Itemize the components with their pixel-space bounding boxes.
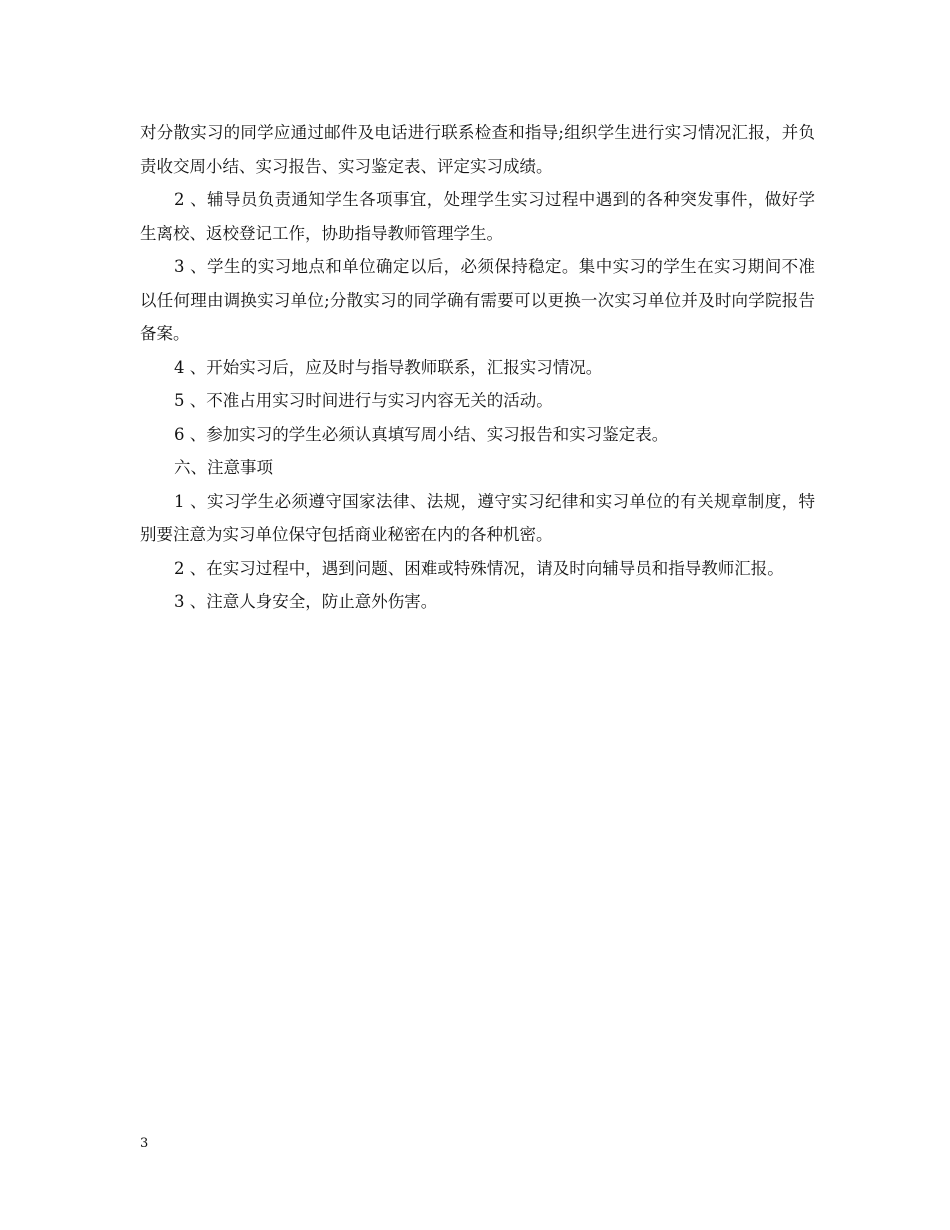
paragraph-item-2: 2 、辅导员负责通知学生各项事宜，处理学生实习过程中遇到的各种突发事件，做好学生离校、返校登记工作，协助指导教师管理学生。	[140, 190, 815, 243]
page-number: 3	[140, 1136, 149, 1151]
paragraph-item-5: 5 、不准占用实习时间进行与实习内容无关的活动。	[174, 391, 553, 410]
paragraph-item-4: 4 、开始实习后，应及时与指导教师联系，汇报实习情况。	[174, 357, 603, 377]
paragraph-item-3: 3 、学生的实习地点和单位确定以后，必须保持稳定。集中实习的学生在实习期间不准以任何理由调换实习单位;分散实习的同学确有需要可以更换一次实习单位并及时向学院报告备案。	[140, 257, 815, 343]
notice-item-2: 2 、在实习过程中，遇到问题、困难或特殊情况，请及时向辅导员和指导教师汇报。	[174, 558, 784, 578]
notice-item-1: 1 、实习学生必须遵守国家法律、法规，遵守实习纪律和实习单位的有关规章制度，特别要注意为实习单位保守包括商业秘密在内的各种机密。	[140, 491, 815, 544]
document-body	[140, 116, 815, 619]
paragraph-item-6: 6 、参加实习的学生必须认真填写周小结、实习报告和实习鉴定表。	[174, 424, 669, 444]
section-heading: 六、注意事项	[174, 458, 273, 477]
paragraph-continuation: 对分散实习的同学应通过邮件及电话进行联系检查和指导;组织学生进行实习情况汇报，并负责收交周小结、实习报告、实习鉴定表、评定实习成绩。	[140, 123, 815, 176]
notice-item-3: 3 、注意人身安全，防止意外伤害。	[174, 592, 438, 611]
